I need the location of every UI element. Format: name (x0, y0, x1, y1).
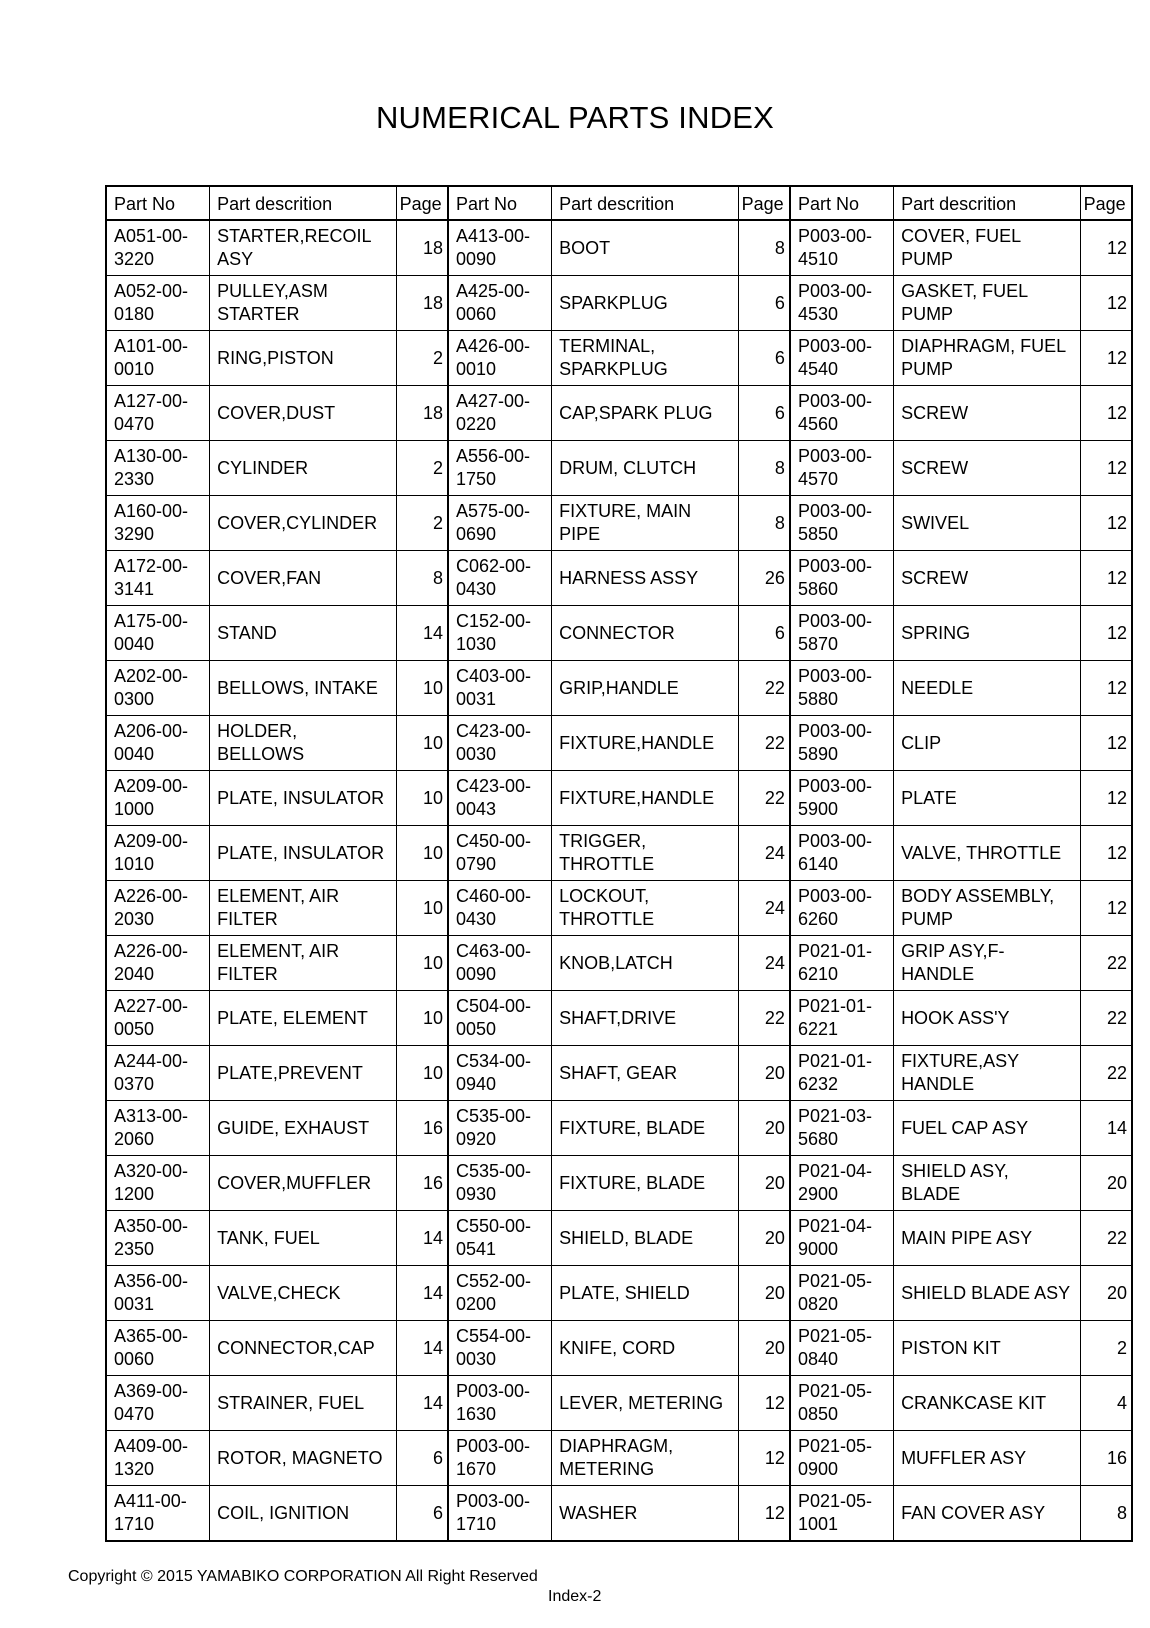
table-row (106, 551, 1132, 606)
page-cell: 22 (1080, 1211, 1132, 1266)
page-cell: 14 (396, 1321, 448, 1376)
part-number-cell: P021-04- 9000 (790, 1211, 894, 1266)
description-cell: CONNECTOR (552, 606, 739, 661)
page-cell: 16 (1080, 1431, 1132, 1486)
part-number-cell: P003-00- 5860 (790, 551, 894, 606)
description-cell: FIXTURE, BLADE (552, 1156, 739, 1211)
part-number-cell: P003-00- 5850 (790, 496, 894, 551)
part-number-cell: P003-00- 4510 (790, 220, 894, 276)
description-cell: PLATE, INSULATOR (210, 826, 397, 881)
part-number-cell: A206-00- 0040 (106, 716, 210, 771)
page-cell: 2 (396, 331, 448, 386)
part-number-cell: A175-00- 0040 (106, 606, 210, 661)
description-cell: PLATE, SHIELD (552, 1266, 739, 1321)
page-cell: 6 (738, 276, 790, 331)
table-row (106, 276, 1132, 331)
page-cell: 22 (1080, 991, 1132, 1046)
page-cell: 22 (1080, 936, 1132, 991)
description-cell: ELEMENT, AIR FILTER (210, 936, 397, 991)
table-row (106, 1266, 1132, 1321)
description-cell: BELLOWS, INTAKE (210, 661, 397, 716)
part-number-cell: A244-00- 0370 (106, 1046, 210, 1101)
description-cell: FAN COVER ASY (894, 1486, 1081, 1542)
page-cell: 22 (738, 716, 790, 771)
header-description: Part descrition (552, 186, 739, 220)
description-cell: CRANKCASE KIT (894, 1376, 1081, 1431)
page-cell: 6 (396, 1486, 448, 1542)
page-cell: 2 (396, 441, 448, 496)
description-cell: FIXTURE, MAIN PIPE (552, 496, 739, 551)
page-cell: 12 (738, 1376, 790, 1431)
description-cell: SCREW (894, 551, 1081, 606)
part-number-cell: C535-00- 0920 (448, 1101, 552, 1156)
description-cell: GASKET, FUEL PUMP (894, 276, 1081, 331)
part-number-cell: A127-00- 0470 (106, 386, 210, 441)
description-cell: SPARKPLUG (552, 276, 739, 331)
description-cell: NEEDLE (894, 661, 1081, 716)
part-number-cell: A320-00- 1200 (106, 1156, 210, 1211)
part-number-cell: A313-00- 2060 (106, 1101, 210, 1156)
page-cell: 12 (1080, 220, 1132, 276)
page-cell: 24 (738, 936, 790, 991)
table-row (106, 1431, 1132, 1486)
page-cell: 12 (1080, 551, 1132, 606)
part-number-cell: C403-00- 0031 (448, 661, 552, 716)
table-row (106, 1101, 1132, 1156)
table-row (106, 1156, 1132, 1211)
copyright-footer: Copyright © 2015 YAMABIKO CORPORATION All Right Reserved (68, 1568, 538, 1585)
description-cell: ELEMENT, AIR FILTER (210, 881, 397, 936)
description-cell: PLATE, ELEMENT (210, 991, 397, 1046)
page-cell: 20 (738, 1211, 790, 1266)
part-number-cell: P003-00- 4540 (790, 331, 894, 386)
page-cell: 22 (1080, 1046, 1132, 1101)
page-cell: 10 (396, 936, 448, 991)
table-row (106, 936, 1132, 991)
page-cell: 12 (1080, 496, 1132, 551)
description-cell: FIXTURE,ASY HANDLE (894, 1046, 1081, 1101)
part-number-cell: C450-00- 0790 (448, 826, 552, 881)
description-cell: BOOT (552, 220, 739, 276)
header-part-no: Part No (448, 186, 552, 220)
page-cell: 12 (1080, 386, 1132, 441)
description-cell: PLATE (894, 771, 1081, 826)
description-cell: MAIN PIPE ASY (894, 1211, 1081, 1266)
page-cell: 22 (738, 991, 790, 1046)
page-cell: 18 (396, 386, 448, 441)
page-cell: 16 (396, 1101, 448, 1156)
page-cell: 12 (738, 1486, 790, 1542)
part-number-cell: C552-00- 0200 (448, 1266, 552, 1321)
table-row (106, 716, 1132, 771)
description-cell: ROTOR, MAGNETO (210, 1431, 397, 1486)
part-number-cell: A130-00- 2330 (106, 441, 210, 496)
part-number-cell: P021-05- 0900 (790, 1431, 894, 1486)
page-cell: 12 (1080, 331, 1132, 386)
description-cell: PISTON KIT (894, 1321, 1081, 1376)
part-number-cell: P003-00- 4530 (790, 276, 894, 331)
page-cell: 10 (396, 826, 448, 881)
description-cell: VALVE,CHECK (210, 1266, 397, 1321)
part-number-cell: P003-00- 6260 (790, 881, 894, 936)
description-cell: BODY ASSEMBLY, PUMP (894, 881, 1081, 936)
page-cell: 18 (396, 220, 448, 276)
description-cell: DIAPHRAGM, METERING (552, 1431, 739, 1486)
table-row (106, 771, 1132, 826)
description-cell: HOOK ASS'Y (894, 991, 1081, 1046)
page-cell: 8 (738, 220, 790, 276)
table-row (106, 331, 1132, 386)
description-cell: PULLEY,ASM STARTER (210, 276, 397, 331)
part-number-cell: A160-00- 3290 (106, 496, 210, 551)
description-cell: CAP,SPARK PLUG (552, 386, 739, 441)
page-cell: 10 (396, 881, 448, 936)
header-part-no: Part No (790, 186, 894, 220)
page-cell: 16 (396, 1156, 448, 1211)
part-number-cell: A101-00- 0010 (106, 331, 210, 386)
description-cell: VALVE, THROTTLE (894, 826, 1081, 881)
page-cell: 2 (1080, 1321, 1132, 1376)
page-cell: 22 (738, 771, 790, 826)
page-cell: 10 (396, 1046, 448, 1101)
page-cell: 8 (396, 551, 448, 606)
description-cell: COVER,MUFFLER (210, 1156, 397, 1211)
part-number-cell: P021-05- 1001 (790, 1486, 894, 1542)
table-row (106, 496, 1132, 551)
part-number-cell: P021-04- 2900 (790, 1156, 894, 1211)
table-row (106, 1046, 1132, 1101)
header-description: Part descrition (894, 186, 1081, 220)
description-cell: GUIDE, EXHAUST (210, 1101, 397, 1156)
description-cell: SHAFT, GEAR (552, 1046, 739, 1101)
description-cell: GRIP,HANDLE (552, 661, 739, 716)
part-number-cell: A369-00- 0470 (106, 1376, 210, 1431)
description-cell: TRIGGER, THROTTLE (552, 826, 739, 881)
page-cell: 2 (396, 496, 448, 551)
part-number-cell: C460-00- 0430 (448, 881, 552, 936)
page-cell: 14 (396, 1211, 448, 1266)
header-part-no: Part No (106, 186, 210, 220)
part-number-cell: A172-00- 3141 (106, 551, 210, 606)
part-number-cell: P003-00- 4570 (790, 441, 894, 496)
part-number-cell: P021-05- 0820 (790, 1266, 894, 1321)
part-number-cell: A575-00- 0690 (448, 496, 552, 551)
part-number-cell: P021-01- 6210 (790, 936, 894, 991)
table-row (106, 881, 1132, 936)
header-page: Page (1080, 186, 1132, 220)
page-cell: 20 (738, 1321, 790, 1376)
description-cell: DIAPHRAGM, FUEL PUMP (894, 331, 1081, 386)
table-row (106, 1211, 1132, 1266)
description-cell: KNIFE, CORD (552, 1321, 739, 1376)
part-number-cell: C423-00- 0030 (448, 716, 552, 771)
part-number-cell: P003-00- 5880 (790, 661, 894, 716)
page-cell: 8 (1080, 1486, 1132, 1542)
table-row (106, 386, 1132, 441)
part-number-cell: A209-00- 1000 (106, 771, 210, 826)
page-cell: 10 (396, 661, 448, 716)
page-cell: 12 (1080, 661, 1132, 716)
description-cell: PLATE, INSULATOR (210, 771, 397, 826)
page-cell: 14 (396, 1266, 448, 1321)
description-cell: PLATE,PREVENT (210, 1046, 397, 1101)
page-number: Index-2 (548, 1588, 602, 1605)
description-cell: CONNECTOR,CAP (210, 1321, 397, 1376)
page-cell: 26 (738, 551, 790, 606)
page-cell: 12 (1080, 441, 1132, 496)
part-number-cell: A425-00- 0060 (448, 276, 552, 331)
part-number-cell: C152-00- 1030 (448, 606, 552, 661)
page-cell: 12 (1080, 771, 1132, 826)
part-number-cell: P003-00- 5890 (790, 716, 894, 771)
part-number-cell: A365-00- 0060 (106, 1321, 210, 1376)
table-row (106, 1321, 1132, 1376)
description-cell: LEVER, METERING (552, 1376, 739, 1431)
part-number-cell: C423-00- 0043 (448, 771, 552, 826)
page-cell: 24 (738, 881, 790, 936)
description-cell: COIL, IGNITION (210, 1486, 397, 1542)
page-cell: 6 (738, 606, 790, 661)
description-cell: STAND (210, 606, 397, 661)
page-title: NUMERICAL PARTS INDEX (375, 100, 775, 135)
description-cell: FUEL CAP ASY (894, 1101, 1081, 1156)
description-cell: STRAINER, FUEL (210, 1376, 397, 1431)
page-cell: 20 (1080, 1266, 1132, 1321)
description-cell: COVER,CYLINDER (210, 496, 397, 551)
part-number-cell: C504-00- 0050 (448, 991, 552, 1046)
page-cell: 12 (1080, 826, 1132, 881)
page-cell: 20 (738, 1101, 790, 1156)
description-cell: COVER,FAN (210, 551, 397, 606)
page-cell: 14 (396, 1376, 448, 1431)
description-cell: HOLDER, BELLOWS (210, 716, 397, 771)
table-row (106, 1486, 1132, 1542)
part-number-cell: A427-00- 0220 (448, 386, 552, 441)
description-cell: FIXTURE,HANDLE (552, 771, 739, 826)
page-cell: 20 (738, 1266, 790, 1321)
description-cell: CYLINDER (210, 441, 397, 496)
table-row (106, 441, 1132, 496)
table-row (106, 826, 1132, 881)
page-cell: 12 (1080, 276, 1132, 331)
description-cell: COVER,DUST (210, 386, 397, 441)
part-number-cell: C534-00- 0940 (448, 1046, 552, 1101)
page-cell: 8 (738, 441, 790, 496)
page-cell: 20 (738, 1046, 790, 1101)
part-number-cell: C062-00- 0430 (448, 551, 552, 606)
page-cell: 10 (396, 991, 448, 1046)
part-number-cell: P021-03- 5680 (790, 1101, 894, 1156)
part-number-cell: P021-01- 6232 (790, 1046, 894, 1101)
description-cell: HARNESS ASSY (552, 551, 739, 606)
part-number-cell: P003-00- 4560 (790, 386, 894, 441)
description-cell: MUFFLER ASY (894, 1431, 1081, 1486)
description-cell: TANK, FUEL (210, 1211, 397, 1266)
part-number-cell: P003-00- 1670 (448, 1431, 552, 1486)
part-number-cell: P003-00- 1630 (448, 1376, 552, 1431)
table-row (106, 991, 1132, 1046)
page-cell: 10 (396, 771, 448, 826)
page-cell: 6 (738, 386, 790, 441)
page-cell: 14 (1080, 1101, 1132, 1156)
table-row (106, 606, 1132, 661)
description-cell: TERMINAL, SPARKPLUG (552, 331, 739, 386)
parts-index-table (105, 185, 1133, 1542)
page-cell: 12 (1080, 716, 1132, 771)
description-cell: LOCKOUT, THROTTLE (552, 881, 739, 936)
part-number-cell: A202-00- 0300 (106, 661, 210, 716)
part-number-cell: A411-00- 1710 (106, 1486, 210, 1542)
part-number-cell: A556-00- 1750 (448, 441, 552, 496)
table-row (106, 661, 1132, 716)
part-number-cell: P021-01- 6221 (790, 991, 894, 1046)
page-cell: 20 (738, 1156, 790, 1211)
part-number-cell: A052-00- 0180 (106, 276, 210, 331)
page-cell: 12 (1080, 881, 1132, 936)
header-page: Page (396, 186, 448, 220)
description-cell: GRIP ASY,F-HANDLE (894, 936, 1081, 991)
part-number-cell: A426-00- 0010 (448, 331, 552, 386)
description-cell: SHIELD BLADE ASY (894, 1266, 1081, 1321)
description-cell: WASHER (552, 1486, 739, 1542)
part-number-cell: A350-00- 2350 (106, 1211, 210, 1266)
page-cell: 12 (1080, 606, 1132, 661)
part-number-cell: A226-00- 2040 (106, 936, 210, 991)
description-cell: DRUM, CLUTCH (552, 441, 739, 496)
page-cell: 6 (738, 331, 790, 386)
description-cell: FIXTURE,HANDLE (552, 716, 739, 771)
description-cell: FIXTURE, BLADE (552, 1101, 739, 1156)
table-row (106, 1376, 1132, 1431)
part-number-cell: A209-00- 1010 (106, 826, 210, 881)
description-cell: SCREW (894, 386, 1081, 441)
page-cell: 18 (396, 276, 448, 331)
description-cell: KNOB,LATCH (552, 936, 739, 991)
part-number-cell: A226-00- 2030 (106, 881, 210, 936)
part-number-cell: P003-00- 5870 (790, 606, 894, 661)
table-row (106, 220, 1132, 276)
page-cell: 14 (396, 606, 448, 661)
page-cell: 10 (396, 716, 448, 771)
page-cell: 20 (1080, 1156, 1132, 1211)
description-cell: SWIVEL (894, 496, 1081, 551)
part-number-cell: A227-00- 0050 (106, 991, 210, 1046)
part-number-cell: A356-00- 0031 (106, 1266, 210, 1321)
part-number-cell: P003-00- 1710 (448, 1486, 552, 1542)
part-number-cell: A409-00- 1320 (106, 1431, 210, 1486)
part-number-cell: A051-00- 3220 (106, 220, 210, 276)
part-number-cell: C554-00- 0030 (448, 1321, 552, 1376)
page-cell: 22 (738, 661, 790, 716)
part-number-cell: P021-05- 0850 (790, 1376, 894, 1431)
description-cell: SHIELD, BLADE (552, 1211, 739, 1266)
part-number-cell: P003-00- 5900 (790, 771, 894, 826)
page-cell: 24 (738, 826, 790, 881)
description-cell: CLIP (894, 716, 1081, 771)
part-number-cell: P003-00- 6140 (790, 826, 894, 881)
page-cell: 12 (738, 1431, 790, 1486)
page-cell: 4 (1080, 1376, 1132, 1431)
part-number-cell: C535-00- 0930 (448, 1156, 552, 1211)
header-row (106, 186, 1132, 220)
part-number-cell: P021-05- 0840 (790, 1321, 894, 1376)
description-cell: RING,PISTON (210, 331, 397, 386)
part-number-cell: A413-00- 0090 (448, 220, 552, 276)
header-page: Page (738, 186, 790, 220)
description-cell: COVER, FUEL PUMP (894, 220, 1081, 276)
page-cell: 8 (738, 496, 790, 551)
description-cell: SPRING (894, 606, 1081, 661)
description-cell: STARTER,RECOIL ASY (210, 220, 397, 276)
part-number-cell: C550-00- 0541 (448, 1211, 552, 1266)
description-cell: SHIELD ASY, BLADE (894, 1156, 1081, 1211)
header-description: Part descrition (210, 186, 397, 220)
page-cell: 6 (396, 1431, 448, 1486)
description-cell: SHAFT,DRIVE (552, 991, 739, 1046)
description-cell: SCREW (894, 441, 1081, 496)
part-number-cell: C463-00- 0090 (448, 936, 552, 991)
